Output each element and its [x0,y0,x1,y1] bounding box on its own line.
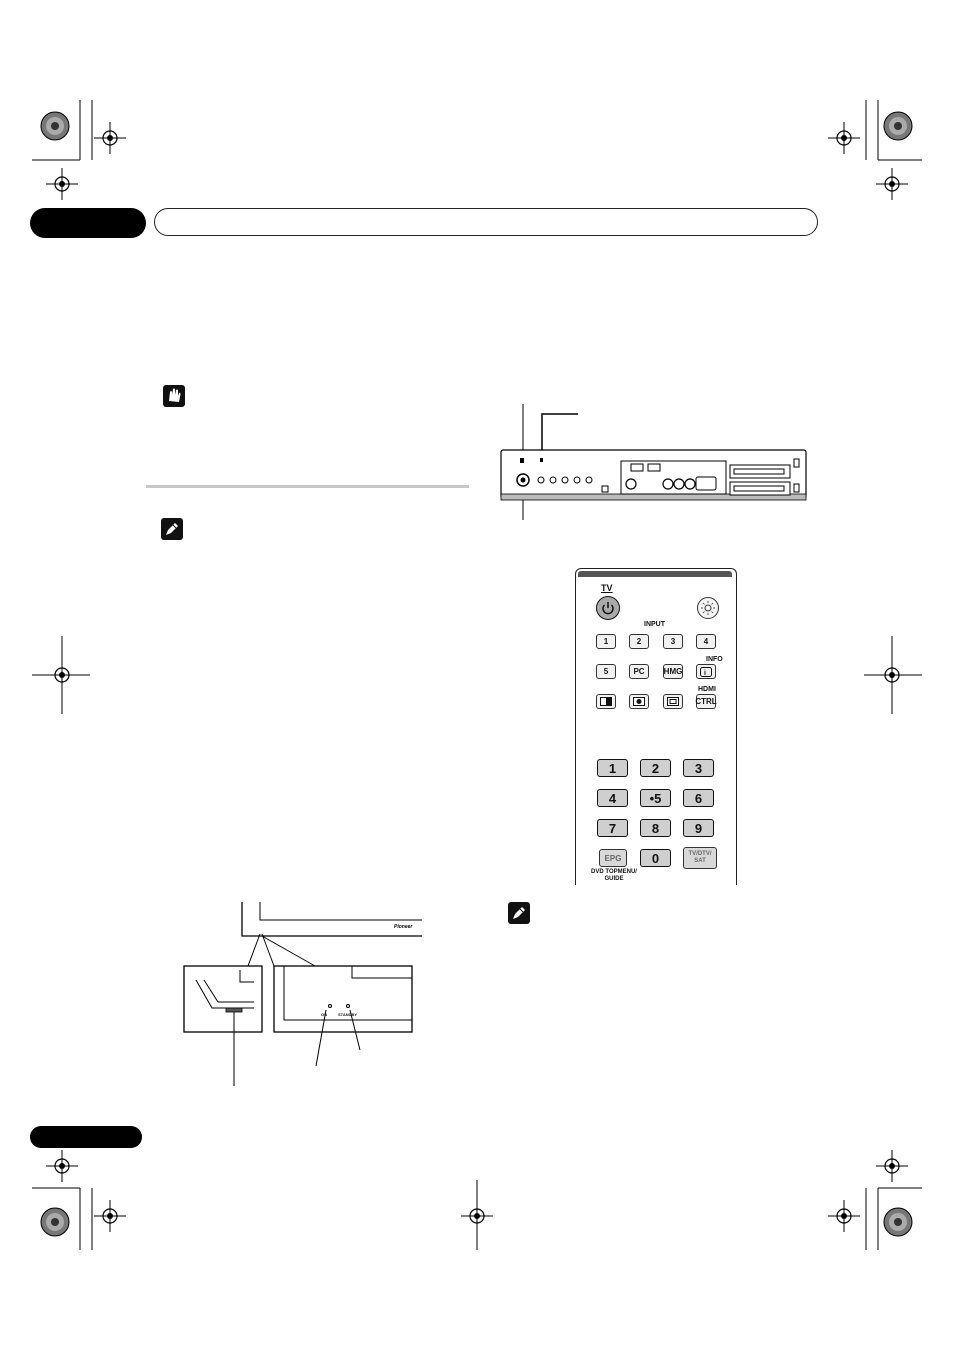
input-4-button[interactable]: 4 [696,634,716,649]
input-2-button[interactable]: 2 [629,634,649,649]
crosshair-icon [876,168,908,200]
info-button[interactable] [696,664,716,679]
split-screen-button[interactable] [596,694,616,709]
number-8-button[interactable]: 8 [640,819,671,837]
tv-power-button[interactable] [596,596,620,620]
crosshair-icon [828,122,860,154]
sunburst-mark-icon [884,112,912,140]
input-hmg-button[interactable]: HMG [663,664,683,679]
input-5-button[interactable]: 5 [596,664,616,679]
sun-icon [698,598,718,618]
sunburst-mark-icon [41,1208,69,1236]
crosshair-icon [876,1150,908,1182]
number-0-button[interactable]: 0 [640,849,671,867]
info-label: INFO [706,656,723,663]
header-bar [154,208,818,236]
svg-text:i: i [704,669,706,677]
split-screen-icon [600,697,612,706]
number-3-button[interactable]: 3 [683,759,714,777]
tv-label: TV [601,583,613,593]
front-panel-diagram [182,900,432,1090]
dvd-topmenu-guide-label: DVD TOPMENU/ GUIDE [591,869,637,882]
freeze-icon [633,697,645,706]
epg-button[interactable]: EPG [599,849,627,867]
number-4-button[interactable]: 4 [597,789,628,807]
tv-dtv-sat-button[interactable]: TV/DTV/ SAT [683,847,717,869]
remote-control [575,568,737,885]
number-5-button[interactable]: •5 [640,789,671,807]
number-6-button[interactable]: 6 [683,789,714,807]
screen-size-button[interactable] [663,694,683,709]
standby-indicator-label: STANDBY [338,1012,358,1017]
input-pc-button[interactable]: PC [629,664,649,679]
crosshair-icon [46,1150,78,1182]
hdmi-label: HDMI [698,686,716,693]
note-icon [161,518,183,540]
page-number-tab [30,1126,142,1148]
screen-size-icon [667,697,679,706]
hdmi-ctrl-button[interactable]: CTRL [696,694,716,709]
important-icon [163,385,185,407]
rear-panel-diagram [498,402,818,532]
number-7-button[interactable]: 7 [597,819,628,837]
number-1-button[interactable]: 1 [597,759,628,777]
crosshair-icon [94,122,126,154]
input-3-button[interactable]: 3 [663,634,683,649]
svg-text:Pioneer: Pioneer [394,924,413,930]
input-label: INPUT [644,621,665,628]
crosshair-icon [94,1200,126,1232]
info-icon [700,667,712,677]
input-1-button[interactable]: 1 [596,634,616,649]
number-9-button[interactable]: 9 [683,819,714,837]
freeze-button[interactable] [629,694,649,709]
section-divider [146,485,469,488]
crosshair-icon [46,168,78,200]
on-indicator-label: ON [321,1012,327,1017]
light-button[interactable] [697,597,719,619]
sunburst-mark-icon [884,1208,912,1236]
crosshair-icon [828,1200,860,1232]
sunburst-mark-icon [41,112,69,140]
note-icon [508,902,530,924]
number-2-button[interactable]: 2 [640,759,671,777]
power-icon [597,597,619,619]
chapter-tab [30,208,146,238]
